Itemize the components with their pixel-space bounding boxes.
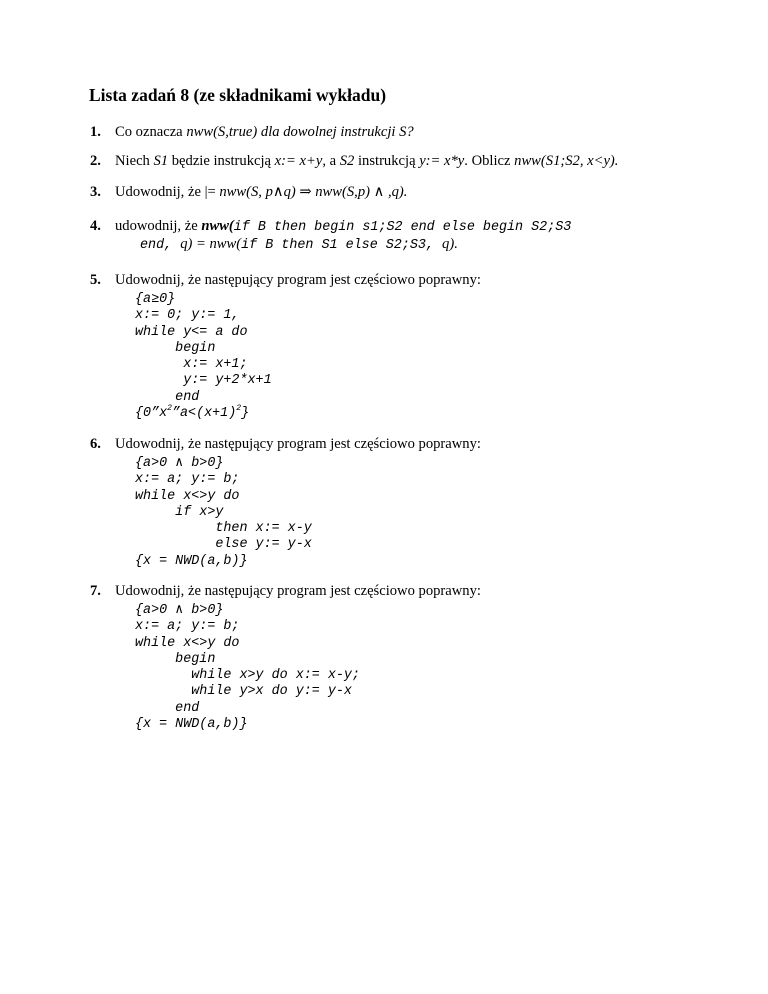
task-formula: y:= x*y bbox=[419, 153, 465, 169]
task-text: Udowodnij, że następujący program jest częściowo poprawny: bbox=[115, 436, 481, 452]
code-line: end bbox=[135, 700, 200, 716]
task-formula: S2 bbox=[339, 153, 355, 169]
task-formula: x:= x+y bbox=[274, 153, 323, 169]
code-line: {a≥0} bbox=[135, 292, 176, 307]
task-formula: nww(S1;S2, x<y). bbox=[514, 153, 619, 169]
task-code-inline: if B then begin s1;S2 end else begin S2;S3 bbox=[233, 220, 572, 235]
code-line: {a>0 ∧ b>0} bbox=[135, 456, 224, 471]
exponent: 2 bbox=[236, 404, 242, 414]
task-text: Co oznacza bbox=[115, 124, 187, 140]
code-line: while y<= a do bbox=[135, 324, 248, 340]
task-3 bbox=[90, 184, 715, 201]
code-line: while x<>y do bbox=[135, 488, 240, 504]
program-code-7 bbox=[135, 603, 360, 733]
task-text: będzie instrukcją bbox=[168, 153, 275, 169]
code-line: begin bbox=[135, 651, 216, 667]
code-line: while x>y do x:= x-y; bbox=[135, 668, 360, 684]
task-5 bbox=[90, 272, 715, 289]
post-part: } bbox=[241, 406, 250, 422]
code-line: while y>x do y:= y-x bbox=[135, 684, 352, 700]
task-text: Udowodnij, że następujący program jest częściowo poprawny: bbox=[115, 583, 481, 599]
program-code-6 bbox=[135, 456, 312, 570]
task-code-inline: end, bbox=[140, 238, 181, 253]
page-title: Lista zadań 8 (ze składnikami wykładu) bbox=[89, 85, 387, 105]
task-1 bbox=[90, 124, 715, 141]
task-formula: nww(S,true) dla dowolnej instrukcji S? bbox=[186, 124, 414, 140]
task-formula: q). bbox=[442, 236, 458, 252]
task-text: Udowodnij, że następujący program jest częściowo poprawny: bbox=[115, 272, 481, 288]
code-line: else y:= y-x bbox=[135, 537, 312, 553]
code-line: then x:= x-y bbox=[135, 521, 312, 537]
task-formula: nww(S, p∧q) ⇒ nww(S,p) ∧ ,q). bbox=[219, 184, 408, 200]
task-text: Udowodnij, że |= bbox=[115, 184, 220, 200]
task-text: instrukcją bbox=[354, 153, 420, 169]
postcondition bbox=[135, 406, 249, 421]
code-line: x:= a; y:= b; bbox=[135, 472, 240, 488]
code-line: x:= x+1; bbox=[135, 357, 248, 373]
code-line: {x = NWD(a,b)} bbox=[135, 553, 248, 569]
task-number: 3. bbox=[90, 184, 101, 200]
task-text: , a bbox=[322, 153, 340, 169]
code-line: {a>0 ∧ b>0} bbox=[135, 603, 224, 618]
task-number: 7. bbox=[90, 583, 101, 599]
code-line: y:= y+2*x+1 bbox=[135, 373, 272, 389]
exponent: 2 bbox=[167, 404, 172, 414]
task-7 bbox=[90, 583, 715, 600]
task-number: 1. bbox=[90, 124, 101, 140]
task-formula: S1 bbox=[153, 153, 169, 169]
post-part: ”a<(x+1) bbox=[171, 406, 237, 422]
code-line: x:= a; y:= b; bbox=[135, 619, 240, 635]
task-number: 6. bbox=[90, 436, 101, 452]
program-code-5 bbox=[135, 292, 272, 422]
task-number: 5. bbox=[90, 272, 101, 288]
task-number: 4. bbox=[90, 218, 101, 234]
task-4 bbox=[90, 218, 715, 236]
code-line: if x>y bbox=[135, 504, 224, 520]
task-6 bbox=[90, 436, 715, 453]
code-line: end bbox=[135, 389, 200, 405]
task-text: udowodnij, że bbox=[115, 218, 202, 234]
task-text: Niech bbox=[115, 153, 154, 169]
post-part: {0”x bbox=[135, 406, 168, 422]
task-number: 2. bbox=[90, 153, 101, 169]
code-line: {x = NWD(a,b)} bbox=[135, 717, 248, 733]
task-text: . Oblicz bbox=[464, 153, 515, 169]
task-4-line-2 bbox=[140, 236, 740, 254]
task-code-inline: if B then S1 else S2;S3, bbox=[241, 238, 443, 253]
code-line: x:= 0; y:= 1, bbox=[135, 308, 240, 324]
code-line: begin bbox=[135, 340, 216, 356]
task-formula: nww( bbox=[201, 218, 234, 234]
task-2 bbox=[90, 153, 715, 170]
code-line: while x<>y do bbox=[135, 635, 240, 651]
task-formula: q) = nww( bbox=[180, 236, 242, 252]
